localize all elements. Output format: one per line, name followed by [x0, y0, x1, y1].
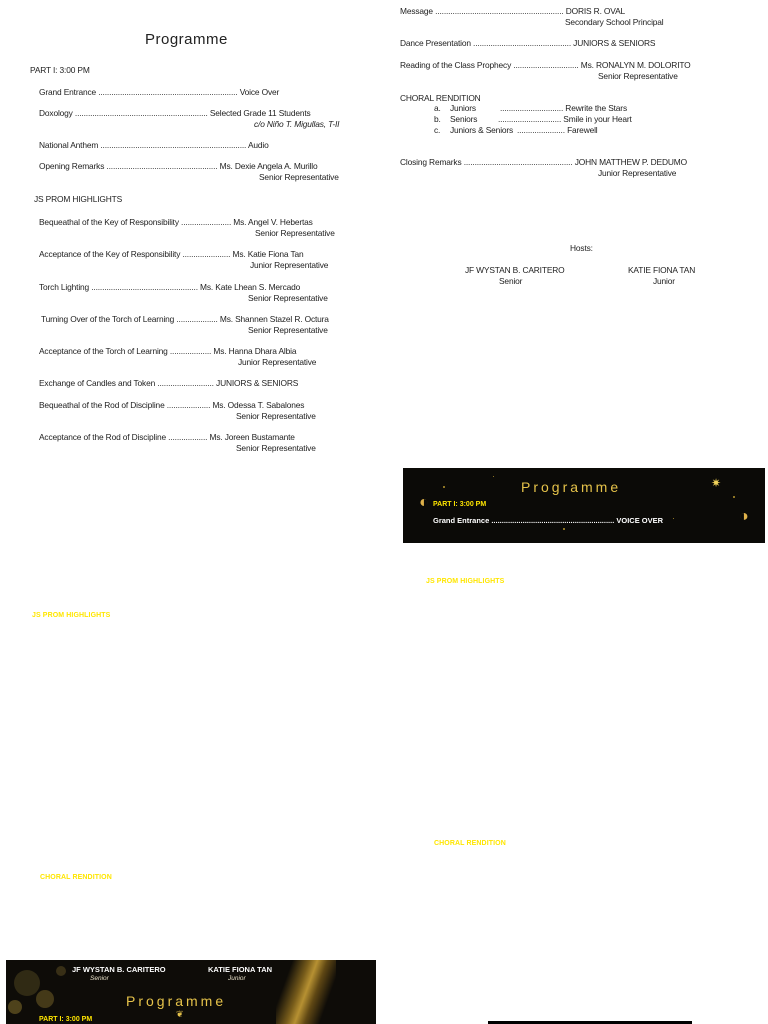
- star-dot: [563, 528, 565, 530]
- opening-remarks-line: Opening Remarks ................................................... Ms. Dexie Angela A. Murillo: [39, 161, 318, 171]
- ornament-icon: ❦: [176, 1009, 184, 1019]
- bokeh-dot: [14, 970, 40, 996]
- star-dot: [443, 486, 445, 488]
- choral-song: ............................. Smile in your Heart: [498, 114, 632, 124]
- hosts-banner: [6, 960, 376, 1024]
- choral-letter: b.: [434, 114, 441, 124]
- choral-who: Juniors: [450, 103, 476, 113]
- bokeh-dot: [8, 1000, 22, 1014]
- js-heading-overlay: JS PROM HIGHLIGHTS: [426, 578, 505, 585]
- choral-heading-overlay: CHORAL RENDITION: [434, 840, 506, 847]
- banner2-part-label: PART I: 3:00 PM: [39, 1016, 93, 1023]
- national-anthem-line: National Anthem ................................................................... Audio: [39, 140, 269, 150]
- choral-letter: c.: [434, 125, 441, 135]
- js-item-line: Acceptance of the Key of Responsibility ...................... Ms. Katie Fiona Tan: [39, 249, 304, 259]
- js-item-sub: Junior Representative: [238, 357, 317, 367]
- choral-letter: a.: [434, 103, 441, 113]
- gold-brush-stroke: [276, 960, 336, 1024]
- message-sub: Secondary School Principal: [565, 17, 664, 27]
- banner-host2-role: Junior: [228, 975, 246, 982]
- message-line: Message ........................................................... DORIS R. OVAL: [400, 6, 626, 16]
- js-item-line: Acceptance of the Torch of Learning ................... Ms. Hanna Dhara Albia: [39, 346, 297, 356]
- left-part1-label: PART I: 3:00 PM: [30, 65, 90, 75]
- js-item-sub: Senior Representative: [236, 411, 316, 421]
- js-item-sub: Junior Representative: [250, 260, 329, 270]
- hosts-label: Hosts:: [570, 243, 593, 253]
- star-dot: [673, 518, 674, 519]
- choral-who: Juniors & Seniors: [450, 125, 514, 135]
- dance-line: Dance Presentation ............................................. JUNIORS & SENIORS: [400, 38, 656, 48]
- programme-banner: [403, 468, 765, 543]
- bokeh-dot: [56, 966, 66, 976]
- host1-name: JF WYSTAN B. CARITERO: [465, 265, 565, 275]
- closing-line: Closing Remarks .................................................. JOHN MATTHEW P. DEDUMO: [400, 157, 687, 167]
- prophecy-line: Reading of the Class Prophecy .............................. Ms. RONALYN M. DOLORITO: [400, 60, 691, 70]
- banner-title: Programme: [521, 479, 622, 495]
- doxology-line: Doxology ............................................................. Selected Grade 11 Students: [39, 108, 311, 118]
- js-item-sub: Senior Representative: [248, 293, 328, 303]
- sparkle-star-icon: ✷: [711, 476, 722, 490]
- banner-part-label: PART I: 3:00 PM: [433, 501, 487, 508]
- closing-sub: Junior Representative: [598, 168, 677, 178]
- host2-name: KATIE FIONA TAN: [628, 265, 696, 275]
- star-dot: [733, 496, 735, 498]
- js-item-line: Bequeathal of the Key of Responsibility ....................... Ms. Angel V. Hebertas: [39, 217, 313, 227]
- js-item-line: Torch Lighting ................................................. Ms. Kate Lhean S. Mercado: [39, 282, 301, 292]
- js-item-line: Bequeathal of the Rod of Discipline .................... Ms. Odessa T. Sabalones: [39, 400, 305, 410]
- js-item-sub: Senior Representative: [248, 325, 328, 335]
- banner-host2-name: KATIE FIONA TAN: [208, 965, 273, 974]
- js-item-sub: Senior Representative: [255, 228, 335, 238]
- host2-role: Junior: [653, 276, 675, 286]
- moon-icon: ◑: [739, 508, 749, 525]
- prophecy-sub: Senior Representative: [598, 71, 678, 81]
- choral-heading-overlay: CHORAL RENDITION: [40, 874, 112, 881]
- banner-host1-name: JF WYSTAN B. CARITERO: [72, 965, 166, 974]
- bokeh-dot: [36, 990, 54, 1008]
- js-item-line: Exchange of Candles and Token .......................... JUNIORS & SENIORS: [39, 378, 299, 388]
- js-item-sub: Senior Representative: [236, 443, 316, 453]
- choral-song: ...................... Farewell: [517, 125, 598, 135]
- star-dot: [493, 476, 494, 477]
- left-js-heading: JS PROM HIGHLIGHTS: [34, 194, 123, 204]
- banner-entry-line: Grand Entrance ........................................................... VOICE OVER: [433, 516, 664, 525]
- doxology-sub: c/o Niño T. Migullas, T-II: [254, 119, 340, 129]
- grand-entrance-line: Grand Entrance ................................................................ Voice Over: [39, 87, 280, 97]
- choral-heading: CHORAL RENDITION: [400, 93, 481, 103]
- js-heading-overlay: JS PROM HIGHLIGHTS: [32, 612, 111, 619]
- choral-song: ............................. Rewrite the Stars: [500, 103, 627, 113]
- choral-who: Seniors: [450, 114, 478, 124]
- banner2-title: Programme: [126, 993, 227, 1009]
- js-item-line: Acceptance of the Rod of Discipline .................. Ms. Joreen Bustamante: [39, 432, 295, 442]
- banner-host1-role: Senior: [90, 975, 109, 982]
- host1-role: Senior: [499, 276, 523, 286]
- js-item-line: Turning Over of the Torch of Learning ................... Ms. Shannen Stazel R. Octura: [41, 314, 329, 324]
- left-programme-title: Programme: [145, 31, 228, 48]
- opening-remarks-sub: Senior Representative: [259, 172, 339, 182]
- moon-icon: ◐: [419, 494, 429, 511]
